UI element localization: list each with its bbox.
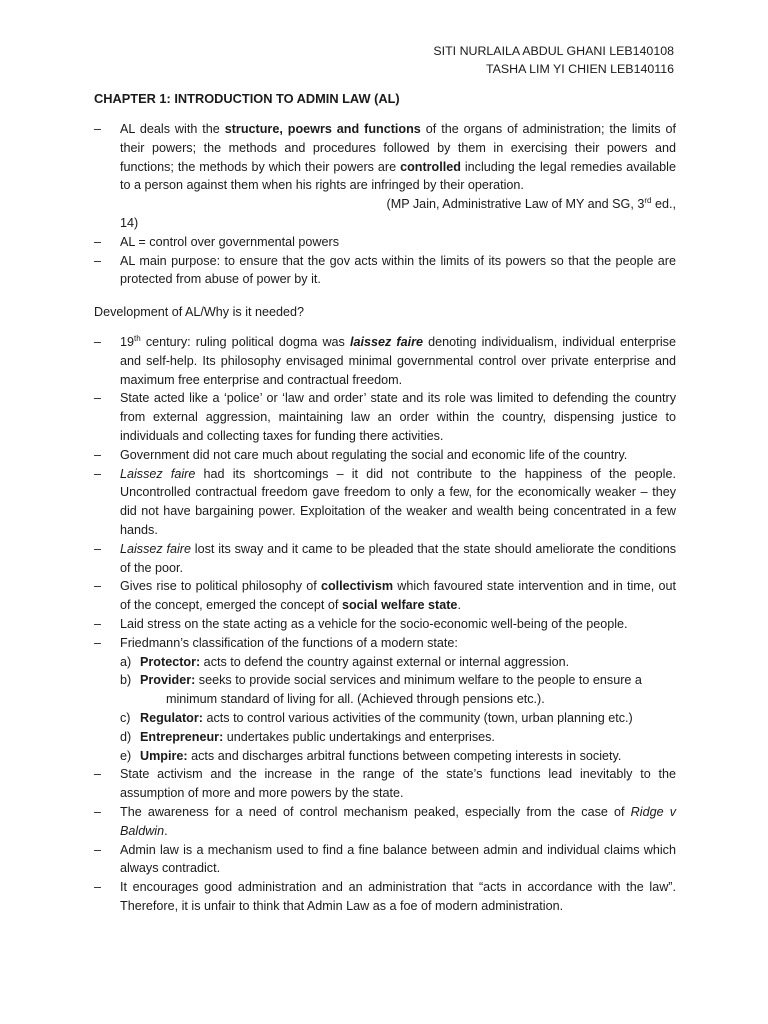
list-item: – The awareness for a need of control mechanism peaked, especially from the case of Ridge v Baldwin.	[94, 804, 676, 838]
list-item: – Laissez faire had its shortcomings – it did not contribute to the happiness of the people. Uncontrolled contractual freedom gave freedom to only a few, for the economically weaker – they did not have bargaining power. Exploitation of the weaker and wealth being concentrated in a few hands.	[94, 466, 676, 537]
list-item: – State acted like a ‘police’ or ‘law and order’ state and its role was limited to defending the country from external aggression, maintaining law an order within the country, dispensing justice to individuals and collecting taxes for funding there activities.	[94, 391, 676, 443]
list-item: – Laissez faire lost its sway and it came to be pleaded that the state should ameliorate the conditions of the poor.	[94, 541, 676, 575]
citation: (MP Jain, Administrative Law of MY and SG, 3rd ed.,	[386, 196, 676, 212]
list-item: – 19th century: ruling political dogma was laissez faire denoting individualism, individual enterprise and self-help. Its philosophy envisaged minimal governmental control over private enterprise and maximum free enterprise and contractual freedom.	[94, 333, 676, 387]
list-item: – It encourages good administration and an administration that “acts in accordance with the law”. Therefore, it is unfair to think that Admin Law as a foe of modern administration.	[94, 880, 676, 913]
list-item: – AL main purpose: to ensure that the gov acts within the limits of its powers so that the people are protected from abuse of power by it.	[94, 253, 676, 287]
sub-item-provider: b) Provider: seeks to provide social services and minimum welfare to the people to ensure a minimum standard of living for all. (Achieved through pensions etc.).	[120, 673, 642, 707]
chapter-title: CHAPTER 1: INTRODUCTION TO ADMIN LAW (AL)	[94, 91, 400, 106]
development-list	[94, 333, 676, 916]
list-item: – State activism and the increase in the range of the state’s functions lead inevitably to the assumption of more and more powers by the state.	[94, 767, 676, 801]
list-item: – Friedmann’s classification of the functions of a modern state:	[94, 635, 458, 650]
list-item: – AL deals with the structure, poewrs and functions of the organs of administration; the limits of their powers; the methods and procedures followed by them in exercising their powers and functions; the methods by which their powers are controlled including the legal remedies available to a person against them when his rights are infringed by their operation. (MP Jain, Administrative Law of MY and SG, 3rd ed., 14)	[94, 122, 676, 230]
list-item: – Gives rise to political philosophy of collectivism which favoured state intervention and in time, out of the concept, emerged the concept of social welfare state.	[94, 579, 676, 613]
citation-page: 14)	[120, 215, 139, 230]
author-block	[433, 42, 674, 78]
dash-marker: –	[94, 122, 102, 136]
list-item: – Government did not care much about regulating the social and economic life of the country.	[94, 447, 628, 462]
sub-item-entrepreneur: d) Entrepreneur: undertakes public undertakings and enterprises.	[120, 729, 495, 744]
sub-item-protector: a) Protector: acts to defend the country against external or internal aggression.	[120, 654, 570, 669]
intro-list	[94, 120, 676, 289]
sub-item-umpire: e) Umpire: acts and discharges arbitral functions between competing interests in society.	[120, 748, 622, 763]
list-item: – AL = control over governmental powers	[94, 234, 339, 249]
section-heading: Development of AL/Why is it needed?	[94, 305, 305, 319]
sub-item-regulator: c) Regulator: acts to control various activities of the community (town, urban planning etc.)	[120, 710, 633, 725]
author-line-2: TASHA LIM YI CHIEN LEB140116	[485, 62, 674, 76]
list-item: – Admin law is a mechanism used to find a fine balance between admin and individual claims which always contradict.	[94, 842, 676, 876]
author-line-1: SITI NURLAILA ABDUL GHANI LEB140108	[433, 44, 674, 58]
list-item: – Laid stress on the state acting as a vehicle for the socio-economic well-being of the people.	[94, 616, 628, 631]
